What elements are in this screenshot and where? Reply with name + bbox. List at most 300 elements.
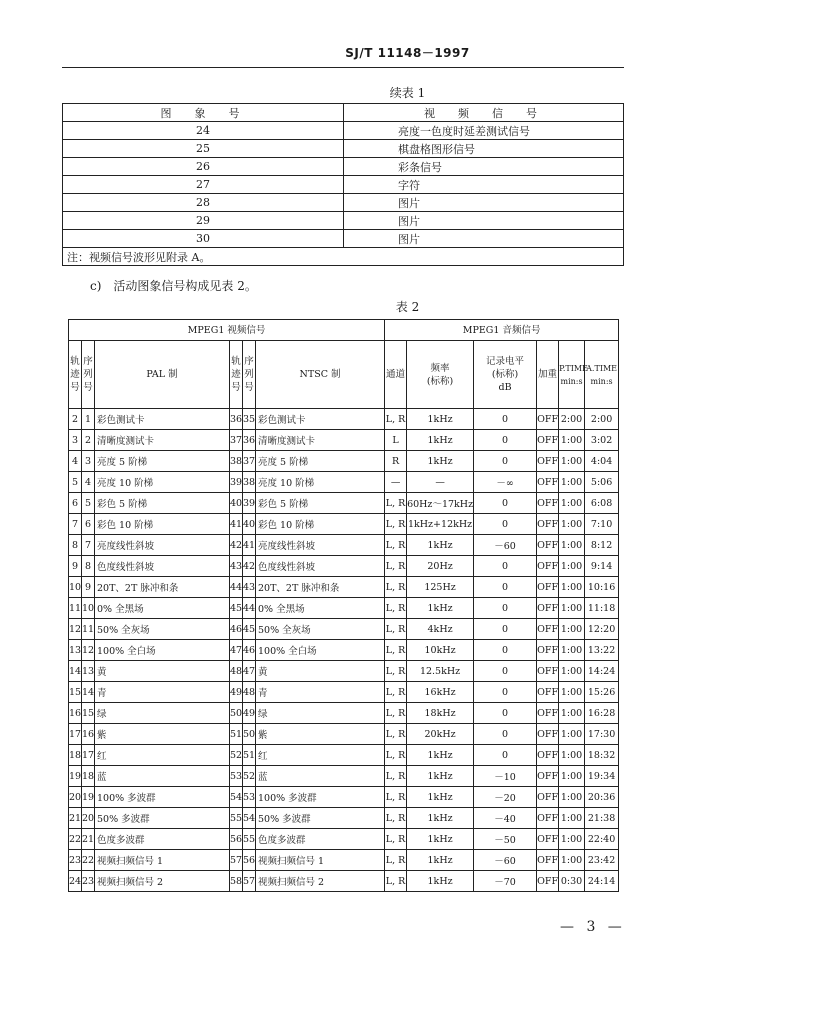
record-level-cell: 0: [474, 514, 537, 535]
ntsc-signal-cell: 红: [256, 745, 385, 766]
ntsc-signal-cell: 黄: [256, 661, 385, 682]
atime-cell: 19:34: [585, 766, 619, 787]
pal-signal-cell: 黄: [95, 661, 230, 682]
frequency-cell: 1kHz+12kHz: [407, 514, 474, 535]
seq-ntsc-cell: 57: [243, 871, 256, 892]
track-ntsc-cell: 39: [230, 472, 243, 493]
ntsc-signal-cell: 紫: [256, 724, 385, 745]
table1-row: [63, 122, 624, 140]
ntsc-signal-cell: 视频扫频信号 2: [256, 871, 385, 892]
table2-row: [69, 556, 619, 577]
seq-ntsc-cell: 50: [243, 724, 256, 745]
atime-cell: 23:42: [585, 850, 619, 871]
record-level-cell: 0: [474, 703, 537, 724]
table2-column-header-row: [69, 341, 619, 409]
emphasis-cell: OFF: [537, 850, 559, 871]
emphasis-cell: OFF: [537, 493, 559, 514]
seq-ntsc-cell: 43: [243, 577, 256, 598]
ntsc-signal-cell: 100% 全白场: [256, 640, 385, 661]
track-pal-cell: 13: [69, 640, 82, 661]
table2-row: [69, 598, 619, 619]
ptime-cell: 1:00: [559, 829, 585, 850]
emphasis-cell: OFF: [537, 535, 559, 556]
table1-col-picture-num: 图 象 号: [63, 104, 344, 122]
emphasis-cell: OFF: [537, 724, 559, 745]
channel-cell: L, R: [385, 661, 407, 682]
ntsc-signal-cell: 彩色 5 阶梯: [256, 493, 385, 514]
table1-signal-cell: 棋盘格图形信号: [344, 140, 624, 158]
track-pal-cell: 16: [69, 703, 82, 724]
table1-row: [63, 212, 624, 230]
track-pal-cell: 18: [69, 745, 82, 766]
ntsc-signal-cell: 50% 全灰场: [256, 619, 385, 640]
ptime-cell: 1:00: [559, 703, 585, 724]
pal-signal-cell: 亮度线性斜坡: [95, 535, 230, 556]
record-level-cell: 0: [474, 409, 537, 430]
seq-pal-cell: 12: [82, 640, 95, 661]
ptime-cell: 1:00: [559, 598, 585, 619]
table1-note-row: [63, 248, 624, 266]
seq-pal-cell: 22: [82, 850, 95, 871]
record-level-cell: －50: [474, 829, 537, 850]
track-pal-cell: 22: [69, 829, 82, 850]
track-pal-cell: 17: [69, 724, 82, 745]
frequency-cell: 1kHz: [407, 598, 474, 619]
table1-row: [63, 158, 624, 176]
frequency-cell: 60Hz～17kHz: [407, 493, 474, 514]
record-level-cell: 0: [474, 640, 537, 661]
seq-ntsc-cell: 44: [243, 598, 256, 619]
record-level-cell: 0: [474, 577, 537, 598]
emphasis-cell: OFF: [537, 829, 559, 850]
pal-signal-cell: 清晰度测试卡: [95, 430, 230, 451]
col-ntsc: NTSC 制: [256, 341, 385, 409]
track-ntsc-cell: 36: [230, 409, 243, 430]
record-level-cell: －70: [474, 871, 537, 892]
track-pal-cell: 8: [69, 535, 82, 556]
pal-signal-cell: 亮度 5 阶梯: [95, 451, 230, 472]
channel-cell: L, R: [385, 724, 407, 745]
pal-signal-cell: 红: [95, 745, 230, 766]
frequency-cell: 1kHz: [407, 808, 474, 829]
emphasis-cell: OFF: [537, 619, 559, 640]
table2-row: [69, 451, 619, 472]
seq-ntsc-cell: 42: [243, 556, 256, 577]
table1-body: [63, 122, 624, 248]
atime-cell: 24:14: [585, 871, 619, 892]
track-ntsc-cell: 58: [230, 871, 243, 892]
seq-ntsc-cell: 37: [243, 451, 256, 472]
table2-row: [69, 808, 619, 829]
table1-signal-cell: 亮度一色度时延差测试信号: [344, 122, 624, 140]
table2-row: [69, 661, 619, 682]
channel-cell: L, R: [385, 850, 407, 871]
channel-cell: R: [385, 451, 407, 472]
record-level-cell: －60: [474, 535, 537, 556]
table2-row: [69, 577, 619, 598]
channel-cell: L, R: [385, 514, 407, 535]
atime-cell: 10:16: [585, 577, 619, 598]
frequency-cell: 1kHz: [407, 766, 474, 787]
track-pal-cell: 7: [69, 514, 82, 535]
seq-pal-cell: 9: [82, 577, 95, 598]
seq-ntsc-cell: 49: [243, 703, 256, 724]
seq-pal-cell: 2: [82, 430, 95, 451]
document-header: SJ/T 11148－1997: [345, 46, 470, 60]
frequency-cell: 1kHz: [407, 787, 474, 808]
track-ntsc-cell: 47: [230, 640, 243, 661]
table1-signal-cell: 图片: [344, 194, 624, 212]
track-pal-cell: 3: [69, 430, 82, 451]
col-track-pal: 轨 迹 号: [69, 341, 82, 409]
pal-signal-cell: 20T、2T 脉冲和条: [95, 577, 230, 598]
seq-ntsc-cell: 51: [243, 745, 256, 766]
atime-cell: 13:22: [585, 640, 619, 661]
ptime-cell: 1:00: [559, 724, 585, 745]
channel-cell: L, R: [385, 556, 407, 577]
channel-cell: L, R: [385, 598, 407, 619]
seq-pal-cell: 14: [82, 682, 95, 703]
ptime-cell: 1:00: [559, 640, 585, 661]
track-ntsc-cell: 52: [230, 745, 243, 766]
col-atime: A.TIME min:s: [585, 341, 619, 409]
col-pal: PAL 制: [95, 341, 230, 409]
table1-note: 注：视频信号波形见附录 A。: [63, 248, 624, 266]
track-ntsc-cell: 40: [230, 493, 243, 514]
ntsc-signal-cell: 彩色 10 阶梯: [256, 514, 385, 535]
table1-picture-num-cell: 25: [63, 140, 344, 158]
emphasis-cell: OFF: [537, 640, 559, 661]
atime-cell: 17:30: [585, 724, 619, 745]
emphasis-cell: OFF: [537, 787, 559, 808]
atime-cell: 22:40: [585, 829, 619, 850]
emphasis-cell: OFF: [537, 409, 559, 430]
table2-row: [69, 766, 619, 787]
seq-pal-cell: 18: [82, 766, 95, 787]
track-pal-cell: 11: [69, 598, 82, 619]
record-level-cell: 0: [474, 451, 537, 472]
seq-pal-cell: 5: [82, 493, 95, 514]
table1-col-video-signal: 视 频 信 号: [344, 104, 624, 122]
table1-signal-cell: 字符: [344, 176, 624, 194]
ptime-cell: 1:00: [559, 430, 585, 451]
seq-pal-cell: 19: [82, 787, 95, 808]
seq-pal-cell: 3: [82, 451, 95, 472]
pal-signal-cell: 绿: [95, 703, 230, 724]
channel-cell: L, R: [385, 766, 407, 787]
table1-row: [63, 230, 624, 248]
seq-pal-cell: 11: [82, 619, 95, 640]
track-pal-cell: 19: [69, 766, 82, 787]
table1-signal-cell: 彩条信号: [344, 158, 624, 176]
frequency-cell: 125Hz: [407, 577, 474, 598]
atime-cell: 20:36: [585, 787, 619, 808]
table1-header-row: [63, 104, 624, 122]
pal-signal-cell: 色度多波群: [95, 829, 230, 850]
page-number: — 3 —: [560, 919, 626, 935]
col-seq-ntsc: 序 列 号: [243, 341, 256, 409]
pal-signal-cell: 彩色 10 阶梯: [95, 514, 230, 535]
frequency-cell: 1kHz: [407, 850, 474, 871]
seq-ntsc-cell: 52: [243, 766, 256, 787]
table1: [62, 103, 624, 266]
emphasis-cell: OFF: [537, 745, 559, 766]
ptime-cell: 1:00: [559, 850, 585, 871]
track-ntsc-cell: 46: [230, 619, 243, 640]
table1-picture-num-cell: 26: [63, 158, 344, 176]
col-channel: 通道: [385, 341, 407, 409]
channel-cell: L, R: [385, 640, 407, 661]
channel-cell: —: [385, 472, 407, 493]
table1-signal-cell: 图片: [344, 212, 624, 230]
seq-ntsc-cell: 48: [243, 682, 256, 703]
ntsc-signal-cell: 清晰度测试卡: [256, 430, 385, 451]
atime-cell: 2:00: [585, 409, 619, 430]
track-pal-cell: 4: [69, 451, 82, 472]
seq-pal-cell: 20: [82, 808, 95, 829]
atime-cell: 9:14: [585, 556, 619, 577]
pal-signal-cell: 视频扫频信号 2: [95, 871, 230, 892]
atime-cell: 16:28: [585, 703, 619, 724]
ptime-cell: 1:00: [559, 535, 585, 556]
emphasis-cell: OFF: [537, 703, 559, 724]
track-ntsc-cell: 57: [230, 850, 243, 871]
seq-ntsc-cell: 56: [243, 850, 256, 871]
track-pal-cell: 2: [69, 409, 82, 430]
pal-signal-cell: 紫: [95, 724, 230, 745]
record-level-cell: 0: [474, 724, 537, 745]
table1-picture-num-cell: 28: [63, 194, 344, 212]
ntsc-signal-cell: 视频扫频信号 1: [256, 850, 385, 871]
pal-signal-cell: 彩色 5 阶梯: [95, 493, 230, 514]
frequency-cell: 16kHz: [407, 682, 474, 703]
ntsc-signal-cell: 亮度 5 阶梯: [256, 451, 385, 472]
channel-cell: L, R: [385, 871, 407, 892]
table1-picture-num-cell: 27: [63, 176, 344, 194]
table2-video-group-header: MPEG1 视频信号: [69, 320, 385, 341]
record-level-cell: 0: [474, 493, 537, 514]
table2-row: [69, 724, 619, 745]
atime-cell: 12:20: [585, 619, 619, 640]
table2-group-header-row: [69, 320, 619, 341]
track-ntsc-cell: 41: [230, 514, 243, 535]
track-ntsc-cell: 44: [230, 577, 243, 598]
ntsc-signal-cell: 绿: [256, 703, 385, 724]
seq-ntsc-cell: 55: [243, 829, 256, 850]
frequency-cell: 12.5kHz: [407, 661, 474, 682]
channel-cell: L, R: [385, 493, 407, 514]
seq-ntsc-cell: 36: [243, 430, 256, 451]
atime-cell: 21:38: [585, 808, 619, 829]
seq-ntsc-cell: 38: [243, 472, 256, 493]
pal-signal-cell: 0% 全黑场: [95, 598, 230, 619]
track-pal-cell: 6: [69, 493, 82, 514]
channel-cell: L, R: [385, 619, 407, 640]
channel-cell: L, R: [385, 682, 407, 703]
record-level-cell: －40: [474, 808, 537, 829]
pal-signal-cell: 100% 全白场: [95, 640, 230, 661]
table2: [68, 319, 619, 892]
channel-cell: L, R: [385, 787, 407, 808]
table1-picture-num-cell: 30: [63, 230, 344, 248]
track-pal-cell: 20: [69, 787, 82, 808]
table2-row: [69, 472, 619, 493]
track-pal-cell: 24: [69, 871, 82, 892]
frequency-cell: 4kHz: [407, 619, 474, 640]
seq-pal-cell: 13: [82, 661, 95, 682]
record-level-cell: 0: [474, 598, 537, 619]
table2-row: [69, 745, 619, 766]
atime-cell: 6:08: [585, 493, 619, 514]
emphasis-cell: OFF: [537, 598, 559, 619]
emphasis-cell: OFF: [537, 451, 559, 472]
track-ntsc-cell: 38: [230, 451, 243, 472]
col-seq-pal: 序 列 号: [82, 341, 95, 409]
seq-ntsc-cell: 45: [243, 619, 256, 640]
table2-row: [69, 514, 619, 535]
header-rule: [62, 67, 624, 68]
ntsc-signal-cell: 50% 多波群: [256, 808, 385, 829]
record-level-cell: －20: [474, 787, 537, 808]
table1-picture-num-cell: 29: [63, 212, 344, 230]
table2-row: [69, 535, 619, 556]
seq-ntsc-cell: 39: [243, 493, 256, 514]
channel-cell: L, R: [385, 577, 407, 598]
track-pal-cell: 21: [69, 808, 82, 829]
emphasis-cell: OFF: [537, 871, 559, 892]
seq-pal-cell: 7: [82, 535, 95, 556]
pal-signal-cell: 青: [95, 682, 230, 703]
track-ntsc-cell: 42: [230, 535, 243, 556]
track-ntsc-cell: 51: [230, 724, 243, 745]
atime-cell: 7:10: [585, 514, 619, 535]
seq-pal-cell: 17: [82, 745, 95, 766]
atime-cell: 5:06: [585, 472, 619, 493]
table2-row: [69, 430, 619, 451]
track-ntsc-cell: 43: [230, 556, 243, 577]
atime-cell: 4:04: [585, 451, 619, 472]
table2-body: [69, 409, 619, 892]
channel-cell: L, R: [385, 703, 407, 724]
emphasis-cell: OFF: [537, 766, 559, 787]
col-frequency: 频率 (标称): [407, 341, 474, 409]
table2-row: [69, 703, 619, 724]
ptime-cell: 1:00: [559, 766, 585, 787]
record-level-cell: 0: [474, 682, 537, 703]
track-pal-cell: 5: [69, 472, 82, 493]
table2-row: [69, 682, 619, 703]
frequency-cell: 1kHz: [407, 871, 474, 892]
seq-ntsc-cell: 41: [243, 535, 256, 556]
seq-pal-cell: 10: [82, 598, 95, 619]
table1-row: [63, 176, 624, 194]
seq-pal-cell: 1: [82, 409, 95, 430]
track-ntsc-cell: 50: [230, 703, 243, 724]
record-level-cell: 0: [474, 661, 537, 682]
track-ntsc-cell: 54: [230, 787, 243, 808]
ntsc-signal-cell: 20T、2T 脉冲和条: [256, 577, 385, 598]
col-track-ntsc: 轨 迹 号: [230, 341, 243, 409]
frequency-cell: 20Hz: [407, 556, 474, 577]
ptime-cell: 1:00: [559, 493, 585, 514]
track-ntsc-cell: 48: [230, 661, 243, 682]
ntsc-signal-cell: 色度线性斜坡: [256, 556, 385, 577]
pal-signal-cell: 亮度 10 阶梯: [95, 472, 230, 493]
ntsc-signal-cell: 亮度线性斜坡: [256, 535, 385, 556]
paragraph-c: c) 活动图象信号构成见表 2。: [90, 279, 257, 293]
col-emphasis: 加重: [537, 341, 559, 409]
seq-pal-cell: 21: [82, 829, 95, 850]
pal-signal-cell: 色度线性斜坡: [95, 556, 230, 577]
track-ntsc-cell: 45: [230, 598, 243, 619]
emphasis-cell: OFF: [537, 556, 559, 577]
atime-cell: 3:02: [585, 430, 619, 451]
emphasis-cell: OFF: [537, 808, 559, 829]
channel-cell: L, R: [385, 409, 407, 430]
seq-pal-cell: 15: [82, 703, 95, 724]
ntsc-signal-cell: 蓝: [256, 766, 385, 787]
emphasis-cell: OFF: [537, 472, 559, 493]
record-level-cell: －10: [474, 766, 537, 787]
ptime-cell: 1:00: [559, 808, 585, 829]
atime-cell: 8:12: [585, 535, 619, 556]
table2-row: [69, 409, 619, 430]
emphasis-cell: OFF: [537, 682, 559, 703]
ptime-cell: 1:00: [559, 745, 585, 766]
seq-ntsc-cell: 47: [243, 661, 256, 682]
emphasis-cell: OFF: [537, 661, 559, 682]
table2-caption: 表 2: [395, 300, 420, 314]
emphasis-cell: OFF: [537, 577, 559, 598]
record-level-cell: 0: [474, 619, 537, 640]
table2-audio-group-header: MPEG1 音频信号: [385, 320, 619, 341]
channel-cell: L: [385, 430, 407, 451]
table2-row: [69, 829, 619, 850]
channel-cell: L, R: [385, 745, 407, 766]
frequency-cell: 18kHz: [407, 703, 474, 724]
record-level-cell: －∞: [474, 472, 537, 493]
ptime-cell: 0:30: [559, 871, 585, 892]
emphasis-cell: OFF: [537, 430, 559, 451]
seq-ntsc-cell: 46: [243, 640, 256, 661]
col-ptime: P.TIME min:s: [559, 341, 585, 409]
ptime-cell: 1:00: [559, 619, 585, 640]
seq-pal-cell: 4: [82, 472, 95, 493]
table1-row: [63, 194, 624, 212]
track-pal-cell: 15: [69, 682, 82, 703]
ptime-cell: 1:00: [559, 514, 585, 535]
table2-row: [69, 787, 619, 808]
ntsc-signal-cell: 色度多波群: [256, 829, 385, 850]
track-pal-cell: 10: [69, 577, 82, 598]
track-ntsc-cell: 49: [230, 682, 243, 703]
table1-row: [63, 140, 624, 158]
atime-cell: 15:26: [585, 682, 619, 703]
atime-cell: 14:24: [585, 661, 619, 682]
table2-row: [69, 619, 619, 640]
record-level-cell: －60: [474, 850, 537, 871]
seq-pal-cell: 23: [82, 871, 95, 892]
table1-signal-cell: 图片: [344, 230, 624, 248]
ptime-cell: 1:00: [559, 661, 585, 682]
frequency-cell: 1kHz: [407, 430, 474, 451]
ntsc-signal-cell: 亮度 10 阶梯: [256, 472, 385, 493]
channel-cell: L, R: [385, 829, 407, 850]
track-ntsc-cell: 55: [230, 808, 243, 829]
ntsc-signal-cell: 100% 多波群: [256, 787, 385, 808]
table2-row: [69, 493, 619, 514]
seq-ntsc-cell: 54: [243, 808, 256, 829]
